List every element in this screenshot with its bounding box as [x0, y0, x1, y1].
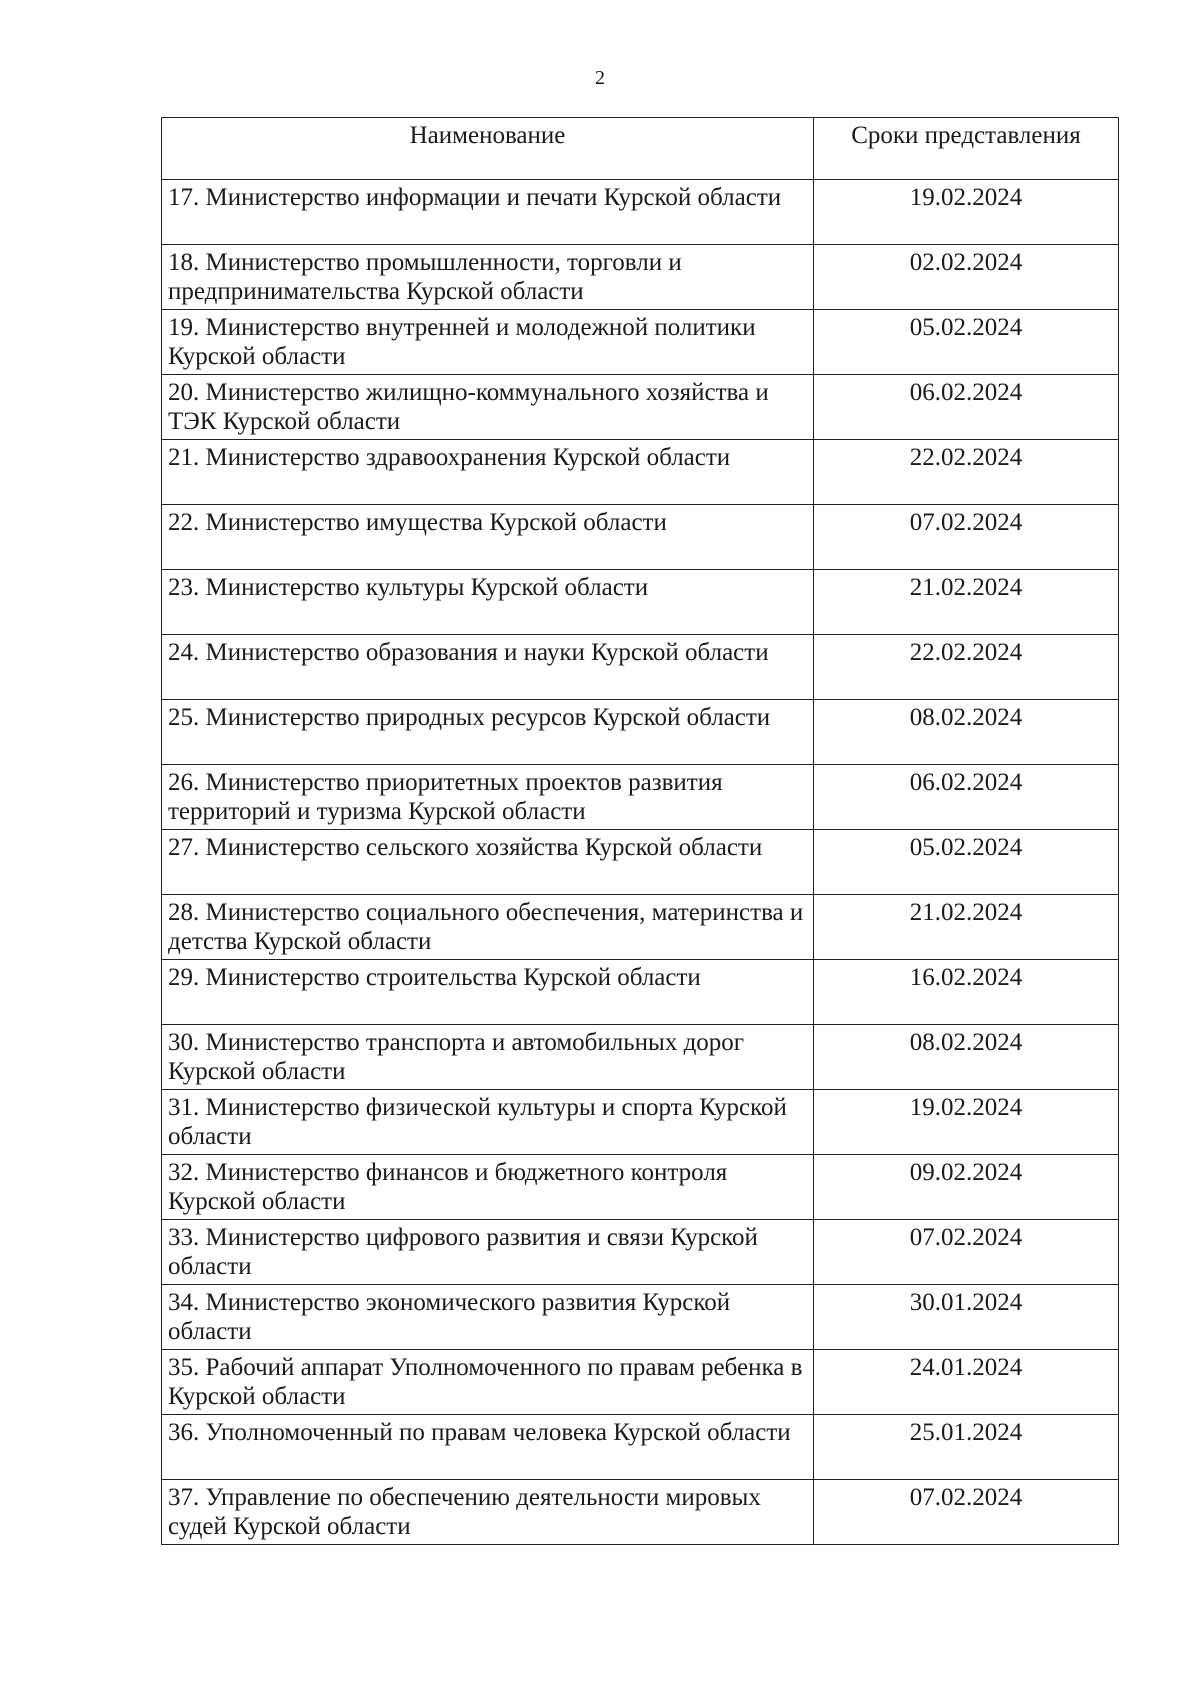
submission-deadlines-table: [161, 117, 1118, 1545]
organization-name-cell: 25. Министерство природных ресурсов Курской области: [162, 700, 814, 765]
organization-name-cell: 17. Министерство информации и печати Курской области: [162, 180, 814, 245]
deadline-date-cell: 30.01.2024: [814, 1285, 1119, 1350]
organization-name-cell: 18. Министерство промышленности, торговли и предпринимательства Курской области: [162, 245, 814, 310]
table-row: [162, 1155, 1119, 1220]
organization-name-cell: 19. Министерство внутренней и молодежной политики Курской области: [162, 310, 814, 375]
organization-name-cell: 36. Уполномоченный по правам человека Курской области: [162, 1415, 814, 1480]
organization-name-cell: 23. Министерство культуры Курской области: [162, 570, 814, 635]
table-row: [162, 1285, 1119, 1350]
table-row: [162, 440, 1119, 505]
deadline-date-cell: 07.02.2024: [814, 1480, 1119, 1545]
deadline-date-cell: 02.02.2024: [814, 245, 1119, 310]
table-row: [162, 1480, 1119, 1545]
table-header-row: [162, 118, 1119, 180]
table-row: [162, 570, 1119, 635]
deadline-date-cell: 05.02.2024: [814, 830, 1119, 895]
deadline-date-cell: 07.02.2024: [814, 505, 1119, 570]
table-row: [162, 375, 1119, 440]
organization-name-cell: 34. Министерство экономического развития Курской области: [162, 1285, 814, 1350]
deadline-date-cell: 09.02.2024: [814, 1155, 1119, 1220]
deadline-date-cell: 08.02.2024: [814, 1025, 1119, 1090]
table-row: [162, 245, 1119, 310]
column-header-deadline: Сроки представления: [814, 118, 1119, 180]
column-header-name: Наименование: [162, 118, 814, 180]
organization-name-cell: 28. Министерство социального обеспечения, материнства и детства Курской области: [162, 895, 814, 960]
deadline-date-cell: 06.02.2024: [814, 375, 1119, 440]
deadline-date-cell: 19.02.2024: [814, 1090, 1119, 1155]
table-row: [162, 895, 1119, 960]
organization-name-cell: 27. Министерство сельского хозяйства Курской области: [162, 830, 814, 895]
organization-name-cell: 26. Министерство приоритетных проектов развития территорий и туризма Курской области: [162, 765, 814, 830]
organization-name-cell: 22. Министерство имущества Курской области: [162, 505, 814, 570]
organization-name-cell: 31. Министерство физической культуры и спорта Курской области: [162, 1090, 814, 1155]
organization-name-cell: 37. Управление по обеспечению деятельности мировых судей Курской области: [162, 1480, 814, 1545]
table-row: [162, 1350, 1119, 1415]
organization-name-cell: 24. Министерство образования и науки Курской области: [162, 635, 814, 700]
deadline-date-cell: 16.02.2024: [814, 960, 1119, 1025]
page-number: 2: [595, 67, 605, 89]
document-table: [161, 117, 1119, 1545]
deadline-date-cell: 21.02.2024: [814, 570, 1119, 635]
table-row: [162, 765, 1119, 830]
table-row: [162, 180, 1119, 245]
table-row: [162, 1220, 1119, 1285]
table-row: [162, 830, 1119, 895]
table-row: [162, 310, 1119, 375]
table-row: [162, 700, 1119, 765]
organization-name-cell: 32. Министерство финансов и бюджетного контроля Курской области: [162, 1155, 814, 1220]
deadline-date-cell: 25.01.2024: [814, 1415, 1119, 1480]
table-body: [162, 180, 1119, 1545]
deadline-date-cell: 05.02.2024: [814, 310, 1119, 375]
organization-name-cell: 33. Министерство цифрового развития и связи Курской области: [162, 1220, 814, 1285]
deadline-date-cell: 24.01.2024: [814, 1350, 1119, 1415]
deadline-date-cell: 22.02.2024: [814, 635, 1119, 700]
organization-name-cell: 30. Министерство транспорта и автомобильных дорог Курской области: [162, 1025, 814, 1090]
table-row: [162, 635, 1119, 700]
organization-name-cell: 29. Министерство строительства Курской области: [162, 960, 814, 1025]
deadline-date-cell: 22.02.2024: [814, 440, 1119, 505]
table-row: [162, 505, 1119, 570]
deadline-date-cell: 21.02.2024: [814, 895, 1119, 960]
deadline-date-cell: 07.02.2024: [814, 1220, 1119, 1285]
table-row: [162, 960, 1119, 1025]
organization-name-cell: 21. Министерство здравоохранения Курской области: [162, 440, 814, 505]
organization-name-cell: 35. Рабочий аппарат Уполномоченного по правам ребенка в Курской области: [162, 1350, 814, 1415]
table-row: [162, 1415, 1119, 1480]
organization-name-cell: 20. Министерство жилищно-коммунального хозяйства и ТЭК Курской области: [162, 375, 814, 440]
deadline-date-cell: 19.02.2024: [814, 180, 1119, 245]
table-row: [162, 1025, 1119, 1090]
table-row: [162, 1090, 1119, 1155]
deadline-date-cell: 08.02.2024: [814, 700, 1119, 765]
deadline-date-cell: 06.02.2024: [814, 765, 1119, 830]
